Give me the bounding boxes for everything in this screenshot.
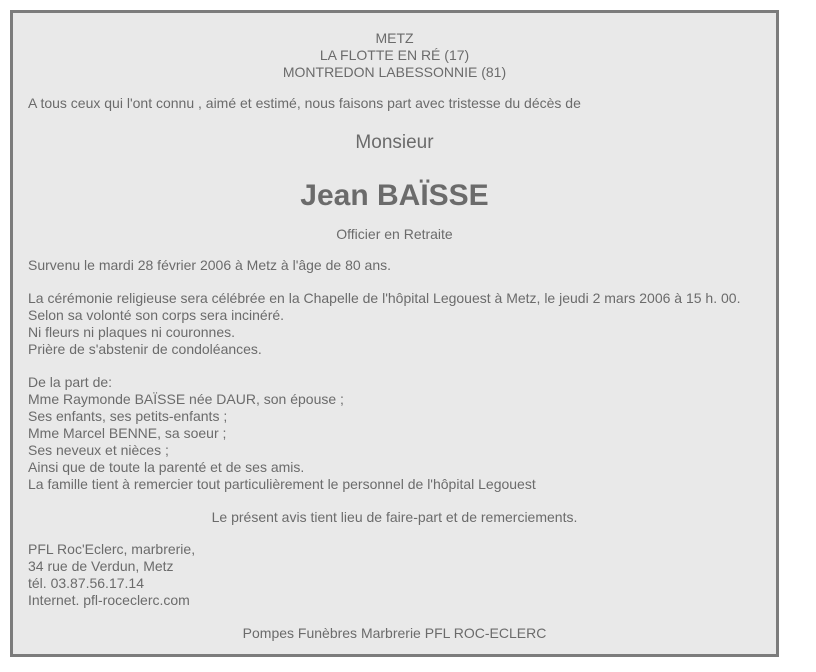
family-list <box>28 374 761 493</box>
funeral-home-info <box>28 541 761 609</box>
footer-text: Pompes Funèbres Marbrerie PFL ROC-ECLERC <box>242 625 547 641</box>
location-line: LA FLOTTE EN RÉ (17) <box>319 47 470 63</box>
family-line: La famille tient à remercier tout particulièrement le personnel de l'hôpital Legouest <box>28 476 536 492</box>
notice-text: Le présent avis tient lieu de faire-part et de remerciements. <box>211 509 578 525</box>
family-line: Ainsi que de toute la parenté et de ses amis. <box>28 459 305 475</box>
deceased-name: Jean BAÏSSE <box>300 179 489 212</box>
funeral-home-line: 34 rue de Verdun, Metz <box>28 558 174 574</box>
locations <box>28 30 761 81</box>
ceremony-line: Ni fleurs ni plaques ni couronnes. <box>28 324 236 340</box>
family-line: Mme Raymonde BAÏSSE née DAUR, son épouse ; <box>28 391 344 407</box>
ceremony-line: Prière de s'abstenir de condoléances. <box>28 341 262 357</box>
deceased-rank: Officier en Retraite <box>336 226 453 242</box>
funeral-home-line: PFL Roc'Eclerc, marbrerie, <box>28 541 196 557</box>
family-line: Mme Marcel BENNE, sa soeur ; <box>28 425 227 441</box>
salutation: Monsieur <box>355 132 434 153</box>
intro-text: A tous ceux qui l'ont connu , aimé et estimé, nous faisons part avec tristesse du décès de <box>28 95 581 111</box>
death-info: Survenu le mardi 28 février 2006 à Metz à l'âge de 80 ans. <box>28 257 391 273</box>
family-line: Ses neveux et nièces ; <box>28 442 169 458</box>
ceremony-details <box>28 290 761 358</box>
ceremony-line: La cérémonie religieuse sera célébrée en la Chapelle de l'hôpital Legouest à Metz, le jeudi 2 mars 2006 à 15 h. 00. <box>28 290 741 306</box>
location-line: METZ <box>375 30 414 46</box>
family-line: De la part de: <box>28 374 113 390</box>
location-line: MONTREDON LABESSONNIE (81) <box>282 64 507 80</box>
ceremony-line: Selon sa volonté son corps sera incinéré. <box>28 307 285 323</box>
funeral-home-line: Internet. pfl-roceclerc.com <box>28 592 190 608</box>
family-line: Ses enfants, ses petits-enfants ; <box>28 408 228 424</box>
obituary-notice <box>10 10 779 657</box>
funeral-home-line: tél. 03.87.56.17.14 <box>28 575 144 591</box>
